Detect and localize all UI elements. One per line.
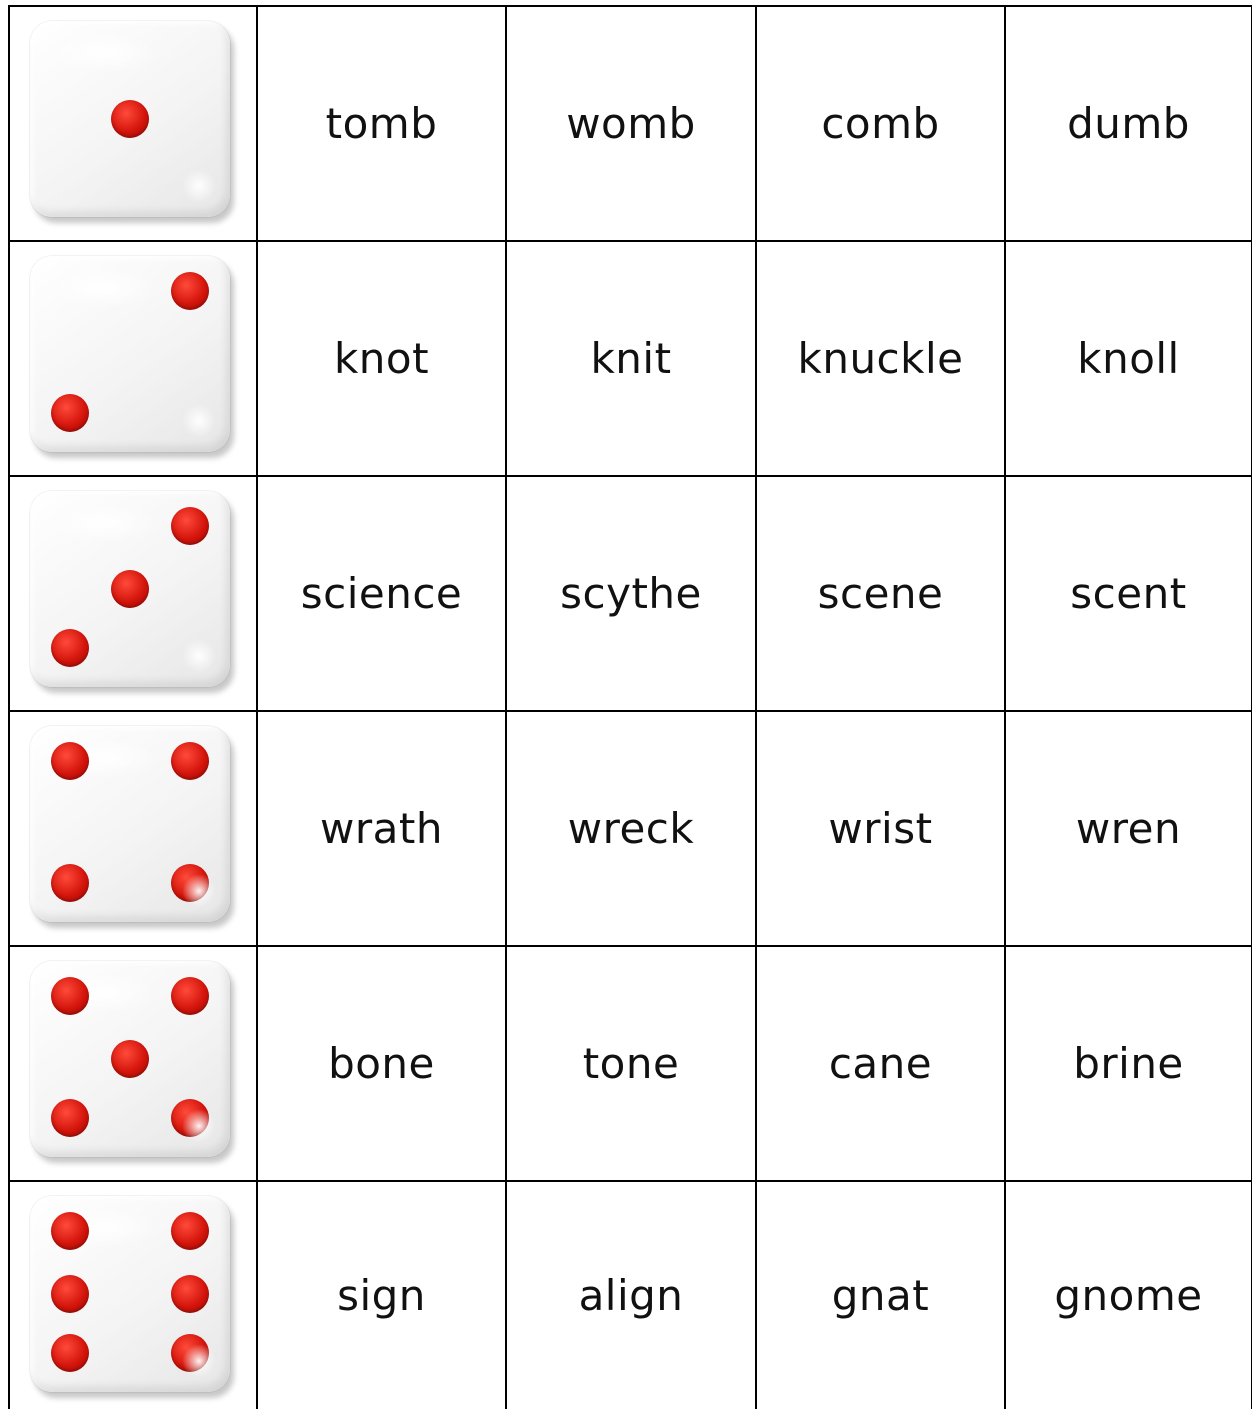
word: sign (337, 1271, 426, 1320)
pip-icon (51, 629, 89, 667)
pip-icon (51, 1275, 89, 1313)
word-cell (757, 242, 1006, 477)
word-cell (258, 7, 507, 242)
word: tone (582, 1039, 680, 1088)
pip-icon (171, 742, 209, 780)
die-cell (10, 242, 258, 477)
pip-icon (171, 272, 209, 310)
word-cell (258, 242, 507, 477)
word: tomb (325, 99, 438, 148)
word-cell (507, 947, 757, 1182)
die-icon (30, 491, 230, 687)
grid-row-3 (10, 477, 1252, 712)
pip-icon (171, 1275, 209, 1313)
word: scene (817, 569, 944, 618)
die-cell (10, 477, 258, 712)
pip-icon (171, 1099, 209, 1137)
word: scent (1070, 569, 1187, 618)
grid-row-5 (10, 947, 1252, 1182)
word: wren (1075, 804, 1182, 853)
word-cell (1006, 242, 1252, 477)
word: science (300, 569, 463, 618)
pip-icon (51, 1099, 89, 1137)
word-cell (1006, 477, 1252, 712)
pip-icon (51, 977, 89, 1015)
die-cell (10, 1182, 258, 1409)
word-cell (757, 477, 1006, 712)
pip-icon (51, 742, 89, 780)
pip-icon (171, 864, 209, 902)
pip-icon (111, 1040, 149, 1078)
word-cell (507, 7, 757, 242)
word-cell (757, 7, 1006, 242)
word-cell (507, 712, 757, 947)
pip-icon (111, 570, 149, 608)
word-cell (258, 947, 507, 1182)
pip-icon (51, 1334, 89, 1372)
word-grid (8, 5, 1252, 1409)
word: dumb (1067, 99, 1190, 148)
pip-icon (51, 1212, 89, 1250)
word: gnat (831, 1271, 930, 1320)
die-icon (30, 256, 230, 452)
word-cell (757, 947, 1006, 1182)
pip-icon (51, 394, 89, 432)
word-cell (507, 242, 757, 477)
word-cell (258, 1182, 507, 1409)
pip-icon (171, 977, 209, 1015)
grid-row-6 (10, 1182, 1252, 1409)
word-cell (1006, 712, 1252, 947)
word: comb (821, 99, 940, 148)
word: gnome (1054, 1271, 1203, 1320)
pip-icon (171, 1212, 209, 1250)
word-cell (258, 477, 507, 712)
word-cell (507, 1182, 757, 1409)
word: wrath (320, 804, 443, 853)
word: bone (328, 1039, 435, 1088)
die-cell (10, 7, 258, 242)
word: knoll (1077, 334, 1180, 383)
word-cell (1006, 947, 1252, 1182)
word-cell (258, 712, 507, 947)
word: align (578, 1271, 684, 1320)
word: cane (828, 1039, 933, 1088)
word: brine (1073, 1039, 1184, 1088)
die-icon (30, 21, 230, 217)
word: scythe (560, 569, 702, 618)
word-cell (1006, 1182, 1252, 1409)
pip-icon (51, 864, 89, 902)
word-cell (757, 1182, 1006, 1409)
pip-icon (171, 1334, 209, 1372)
die-cell (10, 947, 258, 1182)
grid-row-4 (10, 712, 1252, 947)
grid-row-1 (10, 7, 1252, 242)
word: knit (590, 334, 672, 383)
word-cell (757, 712, 1006, 947)
die-icon (30, 726, 230, 922)
die-cell (10, 712, 258, 947)
pip-icon (171, 507, 209, 545)
die-icon (30, 1196, 230, 1392)
word-cell (507, 477, 757, 712)
word: womb (566, 99, 696, 148)
grid-row-2 (10, 242, 1252, 477)
pip-icon (111, 100, 149, 138)
word: knuckle (797, 334, 964, 383)
word: wrist (828, 804, 933, 853)
die-icon (30, 961, 230, 1157)
word: knot (333, 334, 430, 383)
word-cell (1006, 7, 1252, 242)
word: wreck (567, 804, 695, 853)
